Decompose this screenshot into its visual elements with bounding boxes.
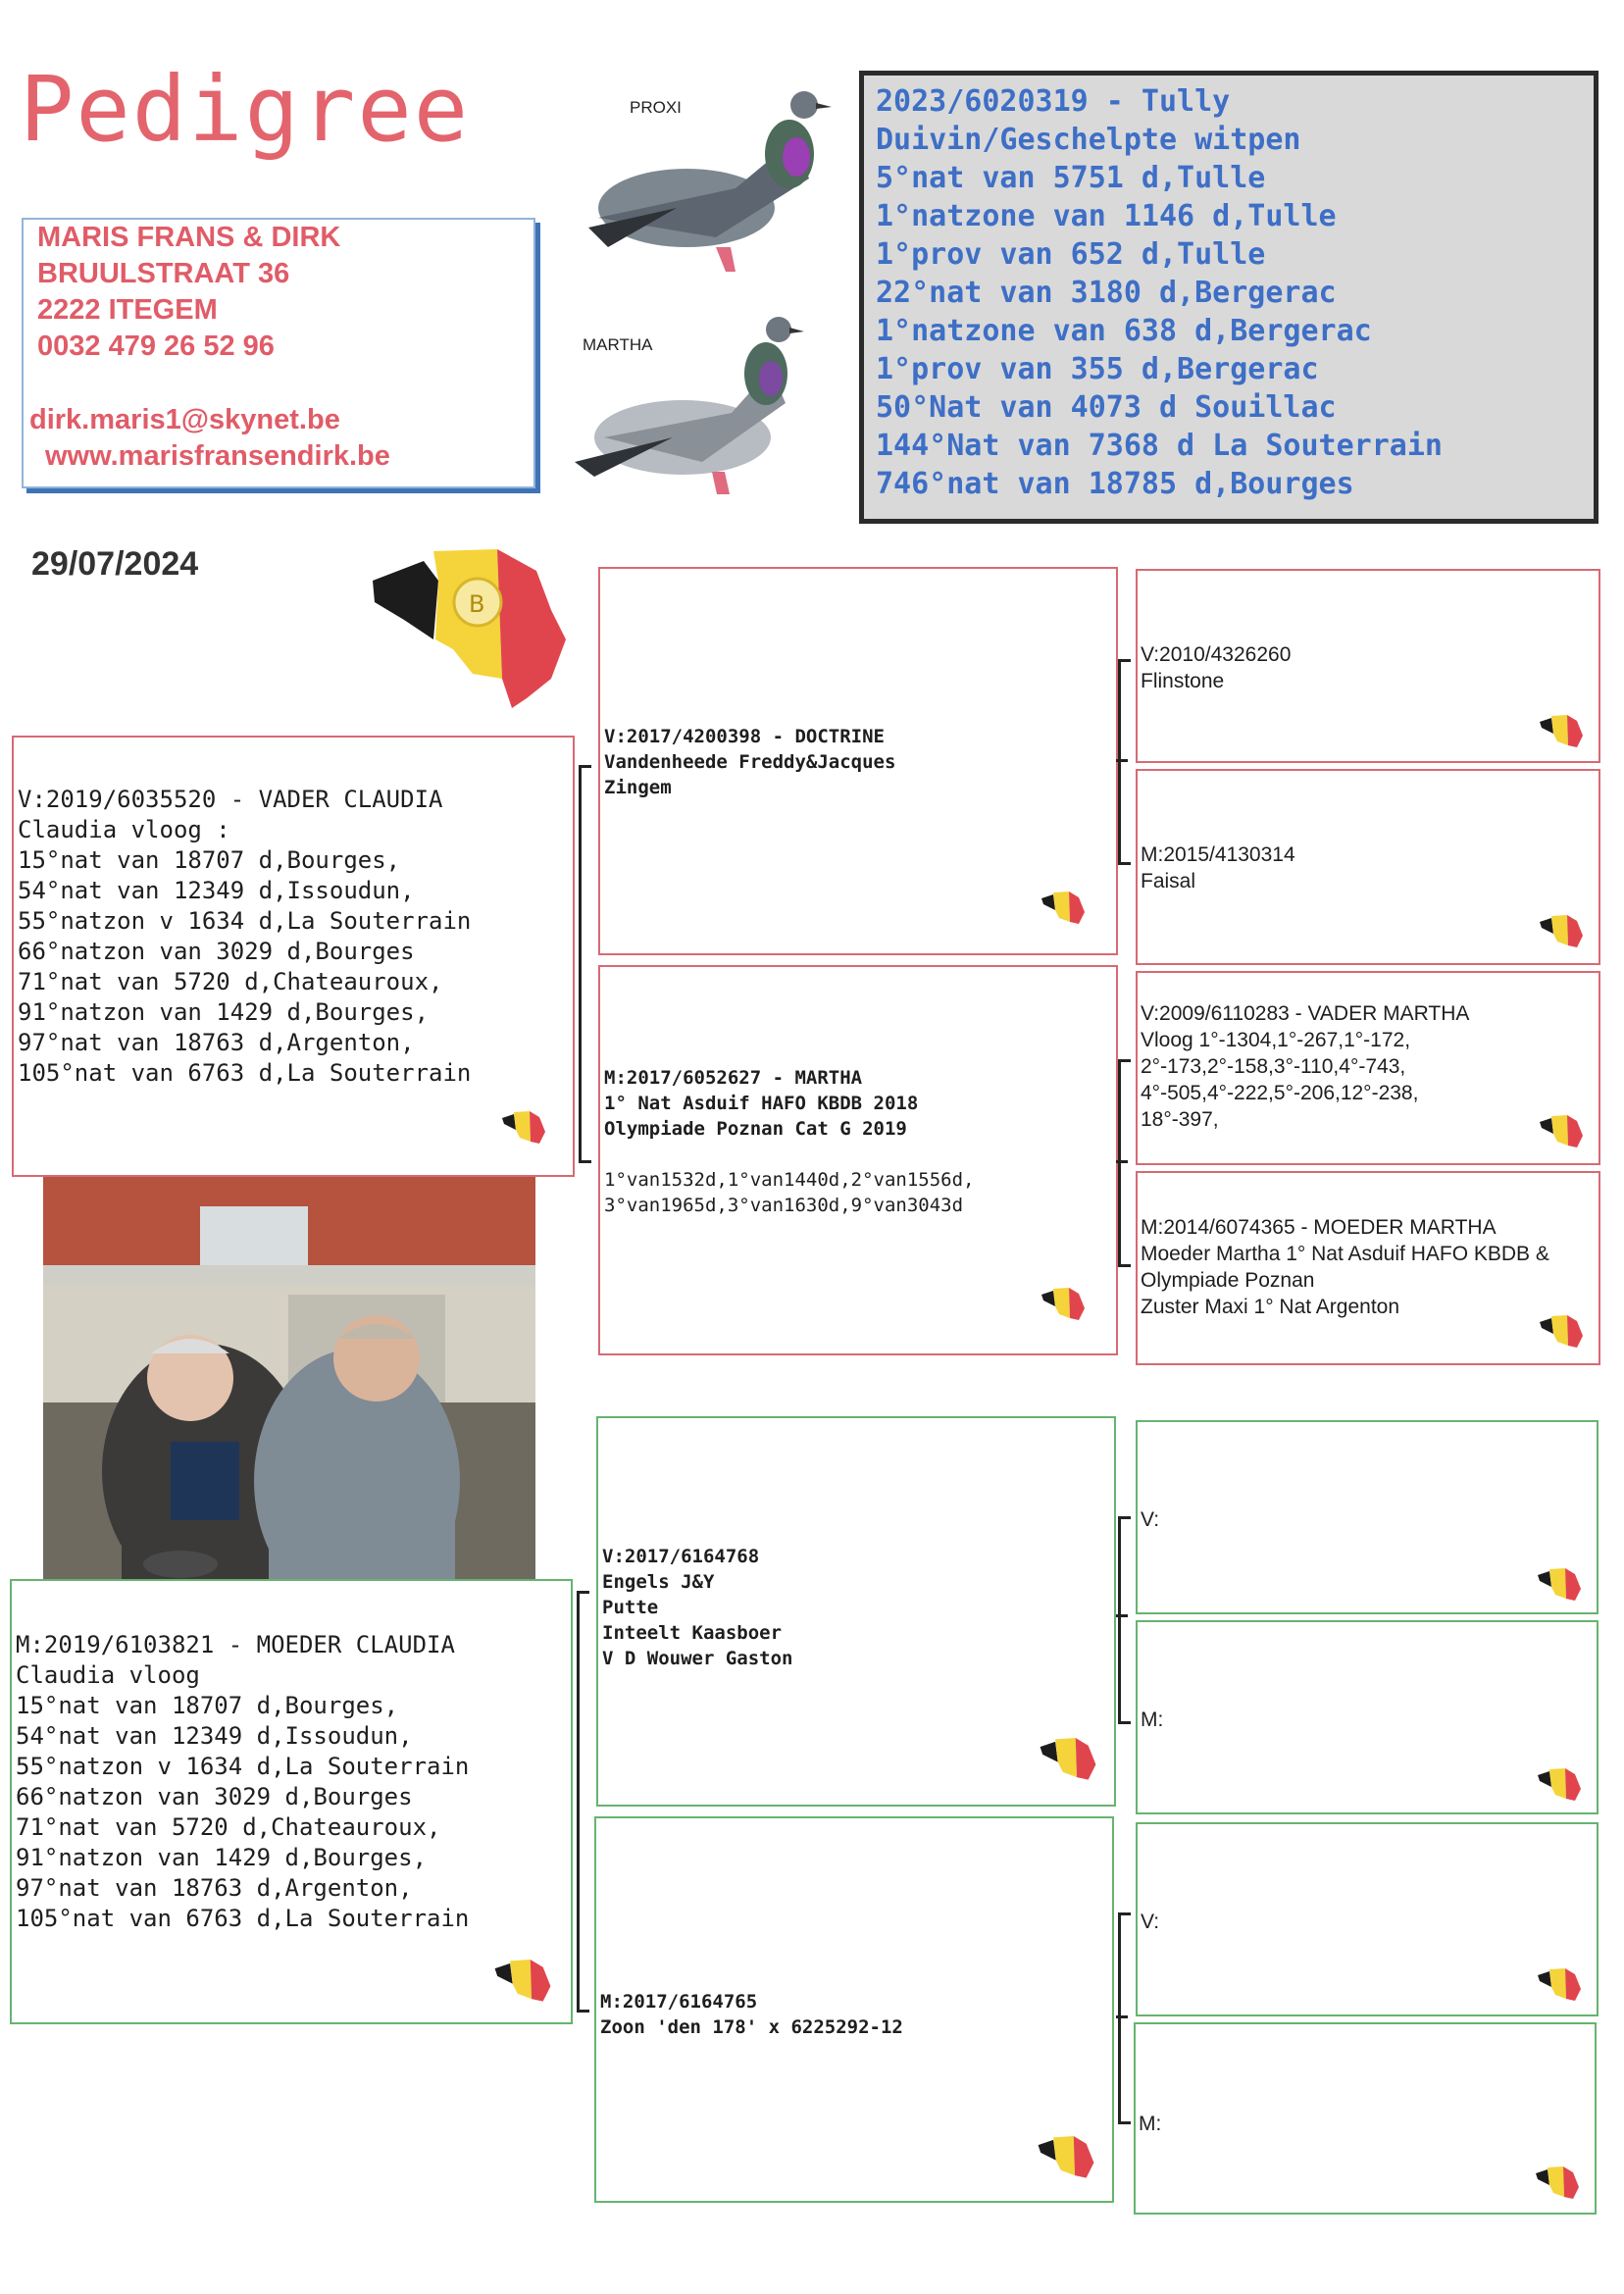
belgium-map-icon (492, 1956, 553, 2007)
mother-line: Claudia vloog (16, 1661, 200, 1689)
sire-of-mother-box (596, 1416, 1116, 1807)
ggp-mmm-box (1134, 2022, 1597, 2215)
ggp-mfm-box (1136, 1620, 1599, 1814)
ggp-mmf-ring: V: (1141, 1911, 1160, 1933)
subject-line: 144°Nat van 7368 d La Souterrain (876, 429, 1443, 463)
subject-line: 1°prov van 355 d,Bergerac (876, 352, 1319, 386)
mother-line: 91°natzon van 1429 d,Bourges, (16, 1844, 428, 1871)
owner-email[interactable]: dirk.maris1@skynet.be (29, 404, 340, 435)
ggp-fmm-line: Olympiade Poznan (1141, 1269, 1315, 1292)
ggp-fff-box (1136, 569, 1600, 763)
ggp-fff-ring: V:2010/4326260 (1141, 643, 1292, 666)
ggp-fmm-line: Moeder Martha 1° Nat Asduif HAFO KBDB & (1141, 1243, 1549, 1265)
mother-line: 97°nat van 18763 d,Argenton, (16, 1874, 413, 1902)
sire-of-father-line: Vandenheede Freddy&Jacques (604, 751, 896, 773)
subject-ring: 2023/6020319 - Tully (876, 84, 1231, 119)
father-line: 71°nat van 5720 d,Chateauroux, (18, 968, 443, 995)
page-title: Pedigree (20, 57, 471, 162)
belgium-map-icon (1538, 1312, 1585, 1351)
owner-card (22, 218, 535, 488)
ggp-fmm-line: Zuster Maxi 1° Nat Argenton (1141, 1296, 1400, 1318)
sire-of-mother-line: Inteelt Kaasboer (602, 1622, 783, 1644)
dam-of-mother-ring: M:2017/6164765 (600, 1991, 758, 2013)
father-line: 105°nat van 6763 d,La Souterrain (18, 1059, 472, 1087)
owner-street: BRUULSTRAAT 36 (37, 258, 290, 289)
ggp-fmf-line: 4°-505,4°-222,5°-206,12°-238, (1141, 1082, 1419, 1104)
owner-name: MARIS FRANS & DIRK (37, 222, 341, 253)
ggp-fmf-line: Vloog 1°-1304,1°-267,1°-172, (1141, 1029, 1411, 1051)
mother-line: 71°nat van 5720 d,Chateauroux, (16, 1813, 441, 1841)
sire-of-mother-line: Engels J&Y (602, 1571, 715, 1593)
father-line: 66°natzon van 3029 d,Bourges (18, 938, 415, 965)
father-line: Claudia vloog : (18, 816, 230, 843)
ggp-fmf-box (1136, 971, 1600, 1165)
ggp-mmf-box (1136, 1822, 1599, 2016)
dam-of-father-ring: M:2017/6052627 - MARTHA (604, 1067, 863, 1089)
belgium-map-icon (1538, 712, 1585, 751)
svg-text:B: B (469, 590, 485, 618)
subject-info-box (859, 71, 1599, 524)
pigeon-photo-proxi (569, 71, 834, 277)
belgium-map-icon (1534, 2164, 1581, 2203)
father-line: 15°nat van 18707 d,Bourges, (18, 846, 401, 874)
subject-line: 1°natzone van 1146 d,Tulle (876, 199, 1337, 233)
dam-of-father-line: 1°van1532d,1°van1440d,2°van1556d, (604, 1169, 975, 1191)
pigeon-photo-martha (565, 300, 810, 496)
ggp-mfm-ring: M: (1141, 1708, 1164, 1731)
mother-line: 105°nat van 6763 d,La Souterrain (16, 1905, 470, 1932)
belgium-map-icon (1536, 1765, 1583, 1805)
ggp-fmm-ring: M:2014/6074365 - MOEDER MARTHA (1141, 1216, 1497, 1239)
ggp-ffm-name: Faisal (1141, 870, 1196, 892)
bracket-tick (1116, 2015, 1128, 2018)
mother-line: 54°nat van 12349 d,Issoudun, (16, 1722, 413, 1750)
ggp-fmf-line: 2°-173,2°-158,3°-110,4°-743, (1141, 1055, 1406, 1078)
mother-box (10, 1579, 573, 2024)
belgium-map-icon (1038, 1734, 1098, 1785)
belgium-map-icon (500, 1108, 547, 1147)
subject-line: 5°nat van 5751 d,Tulle (876, 161, 1266, 195)
subject-line: 1°prov van 652 d,Tulle (876, 237, 1266, 272)
dam-of-mother-line: Zoon 'den 178' x 6225292-12 (600, 2016, 903, 2038)
mother-line: 55°natzon v 1634 d,La Souterrain (16, 1753, 470, 1780)
pigeon-label-martha: MARTHA (583, 335, 653, 354)
ggp-fff-name: Flinstone (1141, 670, 1225, 692)
father-line: 97°nat van 18763 d,Argenton, (18, 1029, 415, 1056)
lineage-bracket (1118, 1059, 1131, 1267)
belgium-map-icon (1036, 2132, 1096, 2183)
owner-city: 2222 ITEGEM (37, 294, 218, 326)
belgium-map-icon (1536, 1565, 1583, 1605)
ggp-fmf-ring: V:2009/6110283 - VADER MARTHA (1141, 1002, 1470, 1025)
sire-of-father-box (598, 567, 1118, 955)
ggp-ffm-box (1136, 769, 1600, 965)
father-box (12, 736, 575, 1177)
breeders-photo (43, 1177, 535, 1581)
ggp-mmm-ring: M: (1139, 2113, 1162, 2135)
dam-of-father-line: 1° Nat Asduif HAFO KBDB 2018 (604, 1093, 919, 1114)
belgium-map-icon (1538, 912, 1585, 951)
dam-of-mother-box (594, 1816, 1114, 2203)
ggp-mff-box (1136, 1420, 1599, 1614)
subject-line: 746°nat van 18785 d,Bourges (876, 467, 1354, 501)
mother-line: 15°nat van 18707 d,Bourges, (16, 1692, 399, 1719)
sire-of-mother-line: Putte (602, 1597, 659, 1618)
sire-of-mother-ring: V:2017/6164768 (602, 1546, 760, 1567)
subject-line: 1°natzone van 638 d,Bergerac (876, 314, 1372, 348)
dam-of-father-line: Olympiade Poznan Cat G 2019 (604, 1118, 907, 1140)
owner-phone: 0032 479 26 52 96 (37, 331, 275, 362)
lineage-bracket (577, 1591, 589, 2013)
bracket-tick (1116, 759, 1128, 762)
bracket-tick (1116, 1614, 1128, 1617)
dam-of-father-line: 3°van1965d,3°van1630d,9°van3043d (604, 1195, 964, 1216)
father-line: 54°nat van 12349 d,Issoudun, (18, 877, 415, 904)
subject-line: 50°Nat van 4073 d Souillac (876, 390, 1337, 425)
belgium-map-icon (1040, 889, 1087, 928)
ggp-mff-ring: V: (1141, 1508, 1160, 1531)
sire-of-father-ring: V:2017/4200398 - DOCTRINE (604, 726, 885, 747)
belgium-map-icon (1538, 1112, 1585, 1151)
father-ring: V:2019/6035520 - VADER CLAUDIA (18, 786, 443, 813)
mother-ring: M:2019/6103821 - MOEDER CLAUDIA (16, 1631, 455, 1658)
sire-of-mother-line: V D Wouwer Gaston (602, 1648, 793, 1669)
father-line: 55°natzon v 1634 d,La Souterrain (18, 907, 472, 935)
subject-line: 22°nat van 3180 d,Bergerac (876, 276, 1337, 310)
owner-website[interactable]: www.marisfransendirk.be (45, 440, 390, 472)
pigeon-label-proxi: PROXI (630, 98, 682, 117)
lineage-bracket (1118, 1912, 1131, 2124)
lineage-bracket (1118, 1516, 1131, 1724)
belgium-map-icon (1536, 1965, 1583, 2005)
ggp-ffm-ring: M:2015/4130314 (1141, 843, 1295, 866)
belgium-map-icon (1040, 1285, 1087, 1324)
bracket-tick (1116, 1160, 1128, 1163)
lineage-bracket (579, 765, 591, 1163)
lineage-bracket (1118, 659, 1131, 865)
mother-line: 66°natzon van 3029 d,Bourges (16, 1783, 413, 1810)
belgium-map-icon (365, 541, 573, 708)
subject-line: Duivin/Geschelpte witpen (876, 123, 1301, 157)
dam-of-father-box (598, 965, 1118, 1355)
sire-of-father-line: Zingem (604, 777, 672, 798)
ggp-fmm-box (1136, 1171, 1600, 1365)
ggp-fmf-line: 18°-397, (1141, 1108, 1219, 1131)
pedigree-date: 29/07/2024 (31, 545, 199, 583)
father-line: 91°natzon van 1429 d,Bourges, (18, 998, 430, 1026)
